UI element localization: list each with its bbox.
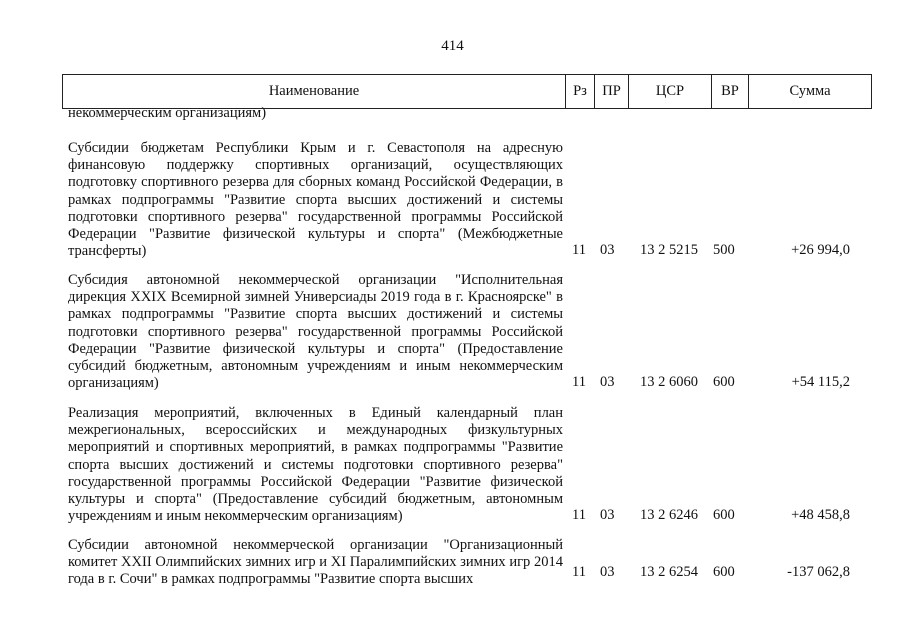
row-description: Реализация мероприятий, включенных в Единый календарный план межрегиональных, всероссийских и международных физкультурных мероприятий и спортивных мероприятий, в рамках подпрограммы "Развитие спорта высших достижений и системы подготовки спортивного резерва" государственной программы Российской Федерации "Развитие физической культуры и спорта" (Предоставление субсидий бюджетным, автономным учреждениям и иным некоммерческим организациям) [68, 405, 563, 525]
row-rz: 11 [572, 242, 586, 258]
row-description: Субсидии бюджетам Республики Крым и г. Севастополя на адресную финансовую поддержку спортивных организаций, осуществляющих подготовку спортивного резерва для сборных команд Российской Федерации, в рамках подпрограммы "Развитие спорта высших достижений и системы подготовки спортивного резерва" государственной программы Российской Федерации "Развитие физической культуры и спорта" (Межбюджетные трансферты) [68, 140, 563, 260]
row-description: Субсидия автономной некоммерческой организации "Исполнительная дирекция XXIX Всемирной зимней Универсиады 2019 года в г. Красноярске" в рамках подпрограммы "Развитие спорта высших достижений и системы подготовки спортивного резерва" государственной программы Российской Федерации "Развитие физической культуры и спорта" (Предоставление субсидий бюджетным, автономным учреждениям и иным некоммерческим организациям) [68, 272, 563, 392]
row-rz: 11 [572, 374, 586, 390]
header-csr: ЦСР [628, 75, 711, 108]
row-csr: 13 2 6246 [640, 507, 698, 523]
row-pr: 03 [600, 507, 615, 523]
row-csr: 13 2 5215 [640, 242, 698, 258]
row-sum: +48 458,8 [791, 507, 850, 523]
row-sum: +54 115,2 [791, 374, 850, 390]
row-pr: 03 [600, 564, 615, 580]
row-vr: 500 [713, 242, 735, 258]
row-rz: 11 [572, 564, 586, 580]
row-pr: 03 [600, 242, 615, 258]
page-number: 414 [441, 38, 464, 54]
row-rz: 11 [572, 507, 586, 523]
row-csr: 13 2 6060 [640, 374, 698, 390]
header-rz: Рз [565, 75, 594, 108]
row-vr: 600 [713, 507, 735, 523]
header-vr: ВР [711, 75, 748, 108]
carry-over-text: некоммерческим организациям) [68, 105, 267, 121]
row-pr: 03 [600, 374, 615, 390]
header-sum: Сумма [748, 75, 872, 108]
header-pr: ПР [594, 75, 628, 108]
row-description: Субсидии автономной некоммерческой организации "Организационный комитет XXII Олимпийских зимних игр и XI Паралимпийских зимних игр 2014 года в г. Сочи" в рамках подпрограммы "Развитие спорта высших [68, 537, 563, 588]
row-vr: 600 [713, 564, 735, 580]
row-sum: -137 062,8 [787, 564, 850, 580]
row-csr: 13 2 6254 [640, 564, 698, 580]
row-sum: +26 994,0 [791, 242, 850, 258]
row-vr: 600 [713, 374, 735, 390]
header-name: Наименование [62, 75, 565, 108]
table-header [62, 74, 872, 109]
